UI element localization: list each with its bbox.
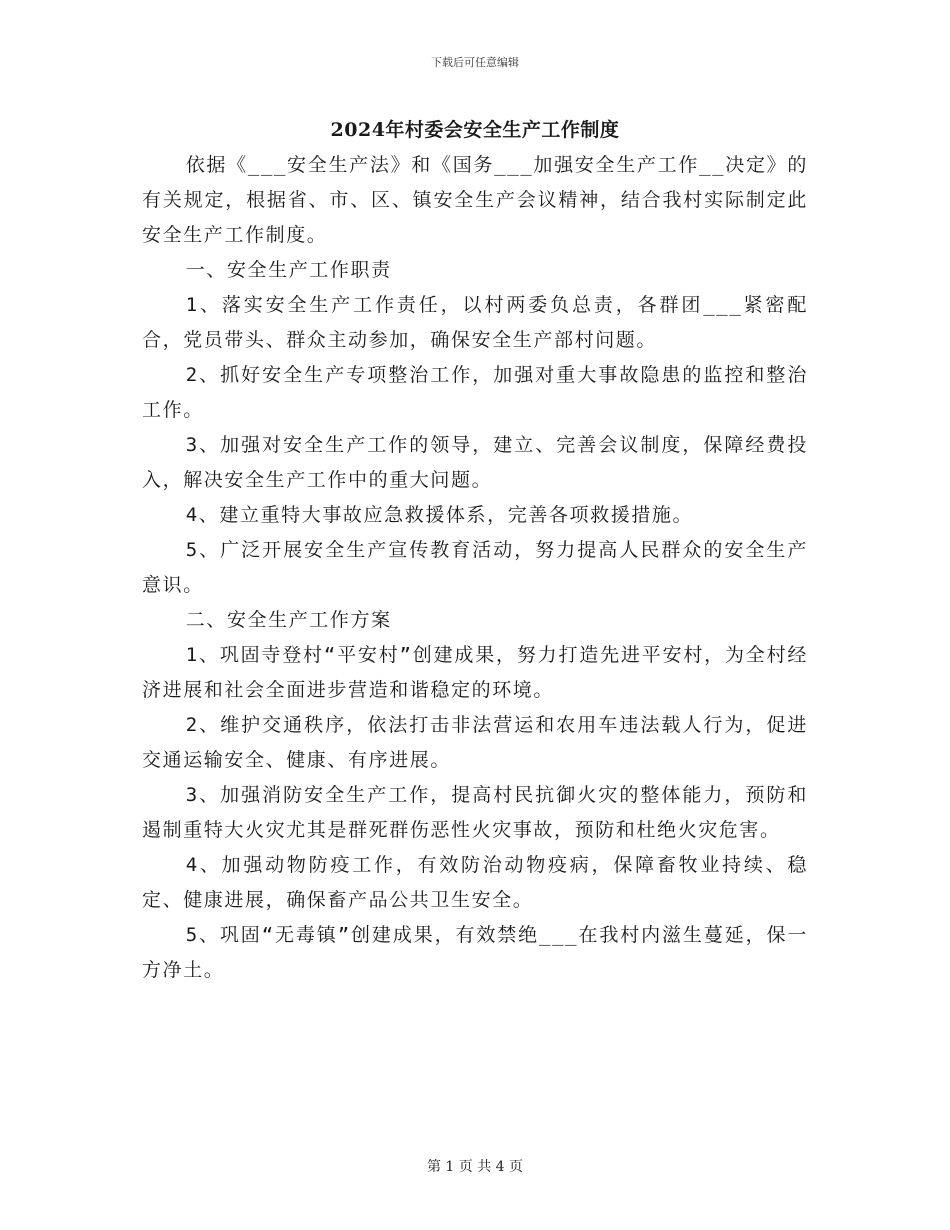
duty-item-1: 1、落实安全生产工作责任，以村两委负总责，各群团___紧密配合，党员带头、群众主动参加，确保安全生产部村问题。 <box>142 294 808 351</box>
plan-item-3: 3、加强消防安全生产工作，提高村民抗御火灾的整体能力，预防和遏制重特大火灾尤其是群死群伤恶性火灾事故，预防和杜绝火灾危害。 <box>142 784 808 841</box>
intro-paragraph: 依据《___安全生产法》和《国务___加强安全生产工作__决定》的有关规定，根据省、市、区、镇安全生产会议精神，结合我村实际制定此安全生产工作制度。 <box>142 154 808 246</box>
document-body <box>142 148 808 988</box>
duty-item-5: 5、广泛开展安全生产宣传教育活动，努力提高人民群众的安全生产意识。 <box>142 539 808 596</box>
duty-item-2: 2、抓好安全生产专项整治工作，加强对重大事故隐患的监控和整治工作。 <box>142 364 808 421</box>
document-title: 2024年村委会安全生产工作制度 <box>330 119 620 141</box>
plan-item-2: 2、维护交通秩序，依法打击非法营运和农用车违法载人行为，促进交通运输安全、健康、有序进展。 <box>142 714 808 771</box>
plan-item-1: 1、巩固寺登村“平安村”创建成果，努力打造先进平安村，为全村经济进展和社会全面进步营造和谐稳定的环境。 <box>142 644 808 701</box>
duty-item-3: 3、加强对安全生产工作的领导，建立、完善会议制度，保障经费投入，解决安全生产工作中的重大问题。 <box>142 434 808 491</box>
page-header: 下载后可任意编辑 <box>431 56 519 69</box>
page-footer: 第 1 页 共 4 页 <box>426 1159 524 1175</box>
plan-item-5: 5、巩固“无毒镇”创建成果，有效禁绝___在我村内滋生蔓延，保一方净土。 <box>142 924 808 981</box>
duty-item-4: 4、建立重特大事故应急救援体系，完善各项救援措施。 <box>185 504 694 526</box>
plan-item-4: 4、加强动物防疫工作，有效防治动物疫病，保障畜牧业持续、稳定、健康进展，确保畜产品公共卫生安全。 <box>142 854 808 911</box>
section-heading-plan: 二、安全生产工作方案 <box>185 609 392 631</box>
section-heading-duties: 一、安全生产工作职责 <box>185 259 392 281</box>
